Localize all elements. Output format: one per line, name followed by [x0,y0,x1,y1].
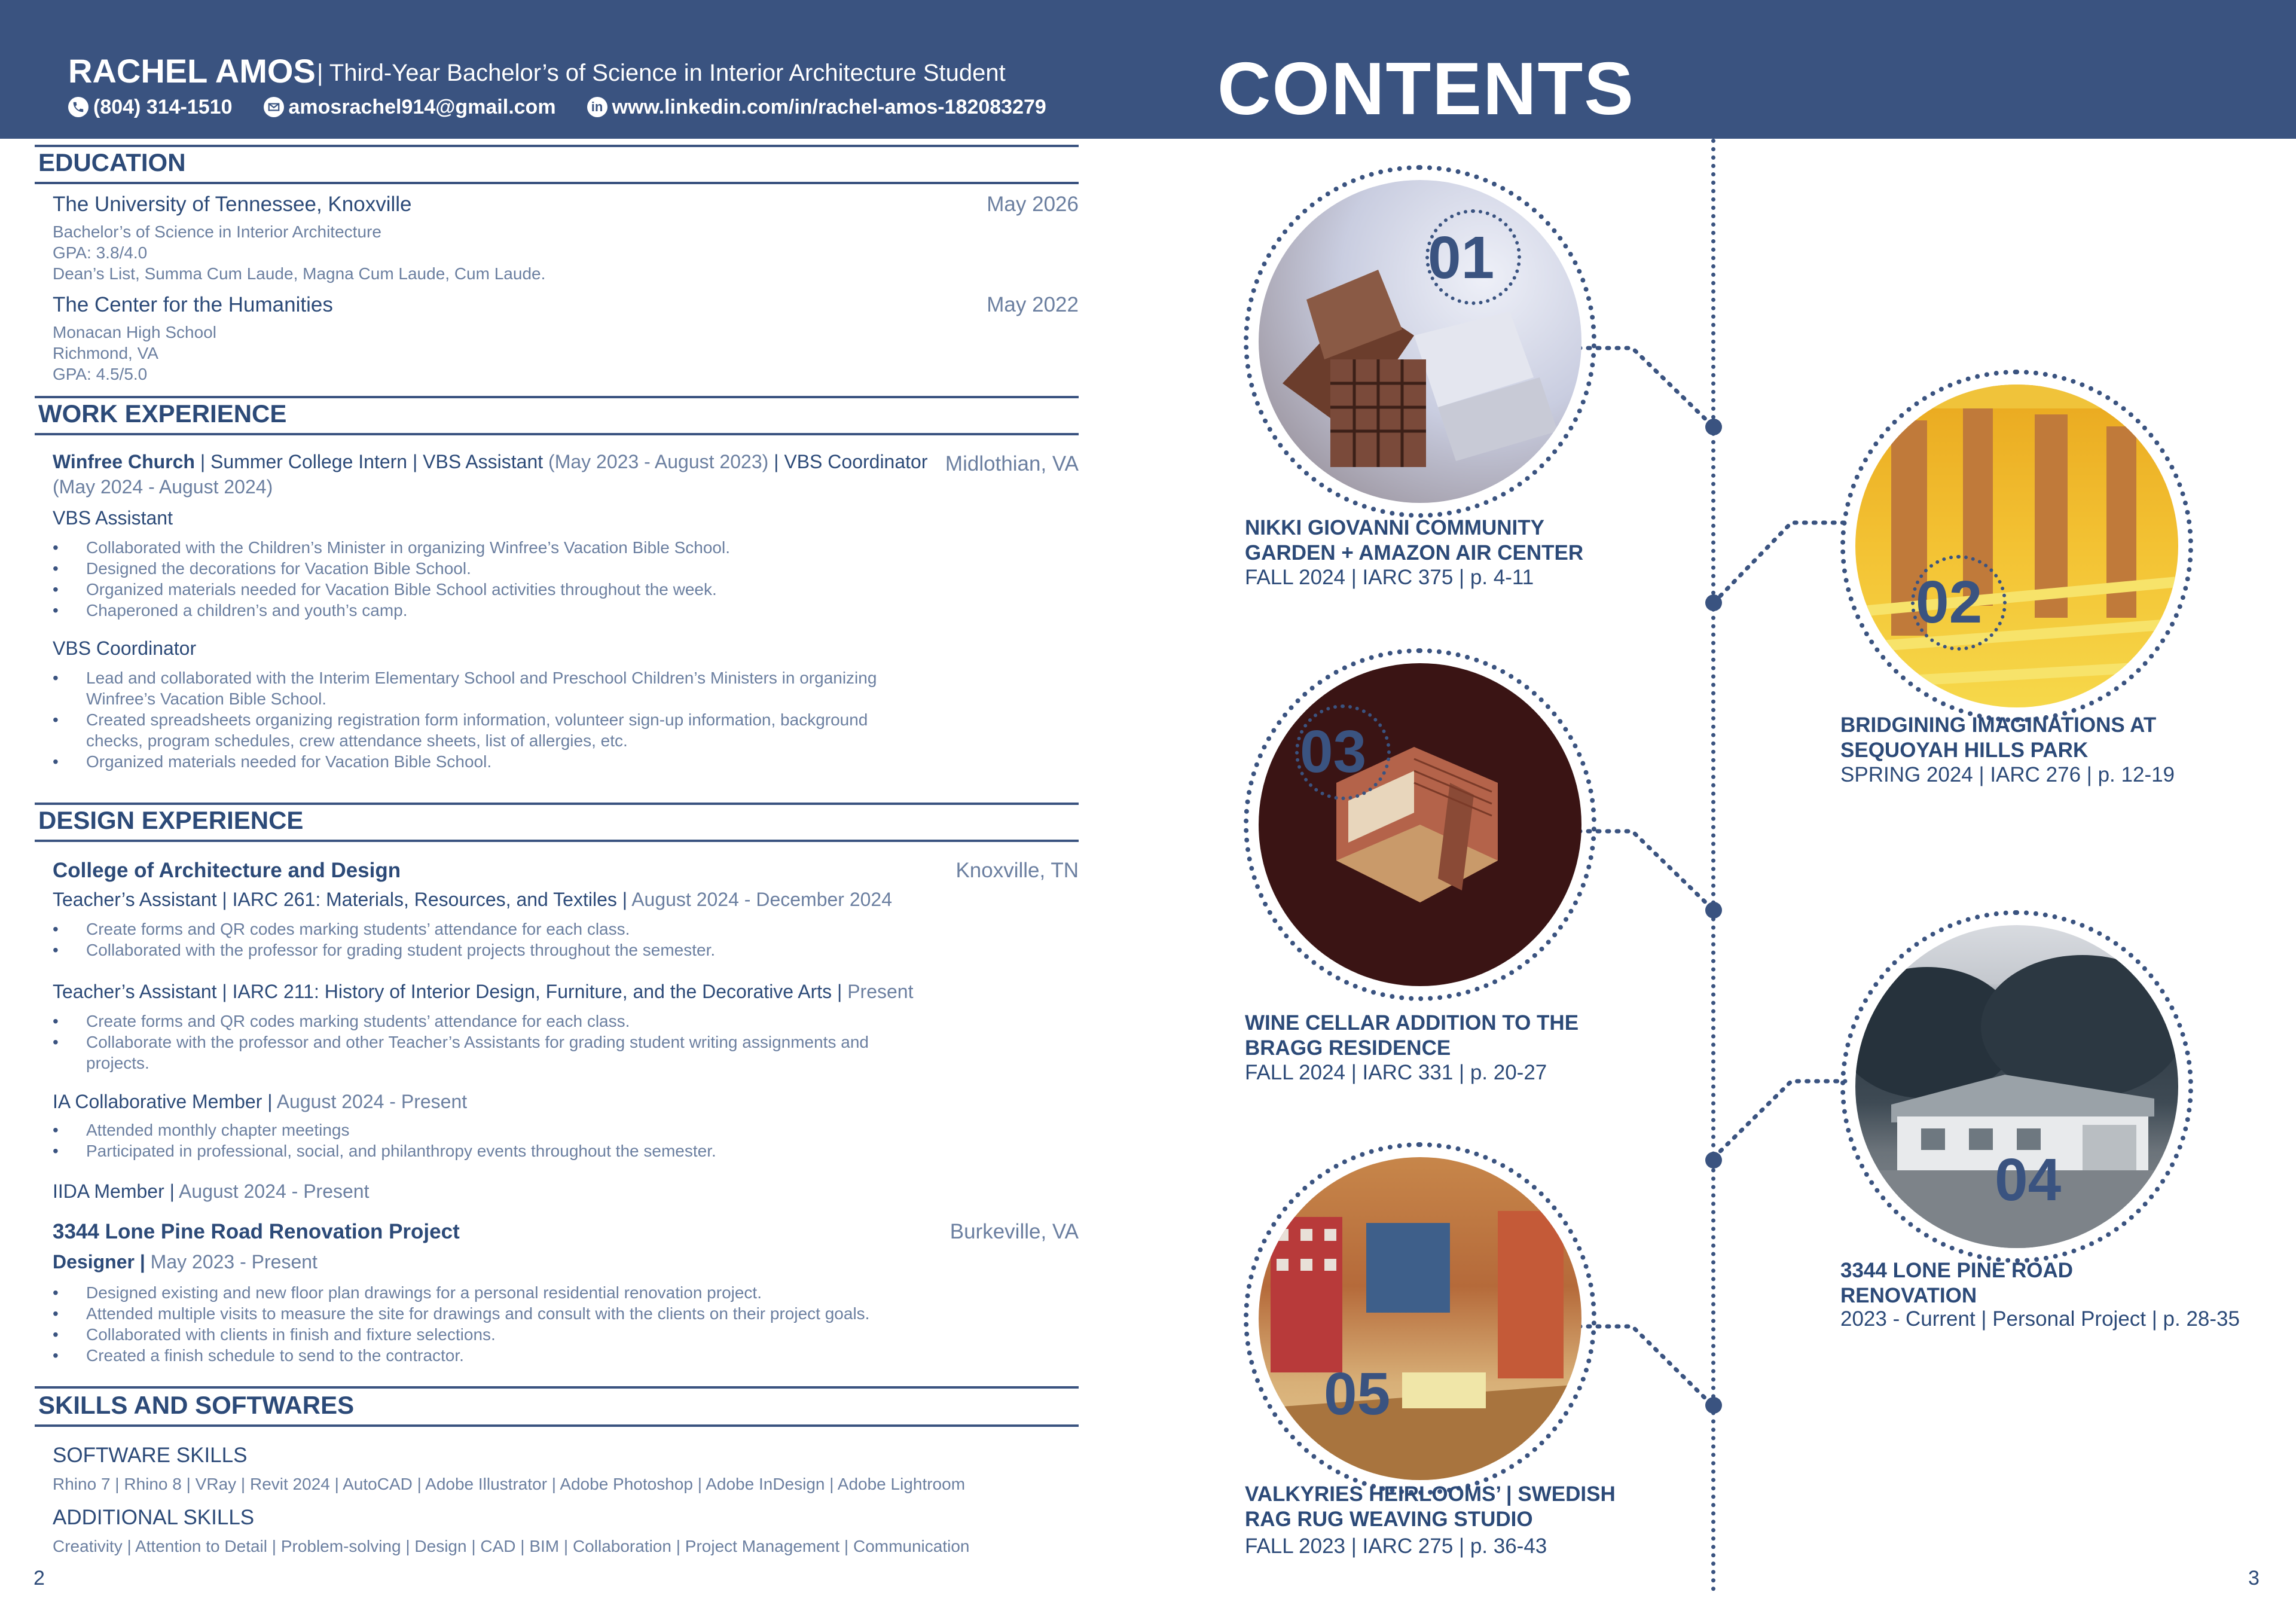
project-title: RAG RUG WEAVING STUDIO [1245,1508,1533,1531]
work-subheading: VBS Assistant [53,507,173,529]
education-line: Dean’s List, Summa Cum Laude, Magna Cum Laude, Cum Laude. [53,264,546,283]
project-title: BRAGG RESIDENCE [1245,1036,1451,1060]
project-title: RENOVATION [1840,1284,1977,1307]
timeline-connector [1578,335,1722,437]
skills-subheading: ADDITIONAL SKILLS [53,1506,255,1529]
bullet-list [53,1282,869,1366]
list-item: • Created spreadsheets organizing registration form information, volunteer sign-up information, background checks, program schedules, crew attendance sheets, list of allergies, etc. [53,709,877,751]
list-item: • Collaborated with the Children’s Minister in organizing Winfree’s Vacation Bible School. [53,537,730,558]
list-item: • Chaperoned a children’s and youth’s camp. [53,600,730,621]
design-role: Teacher’s Assistant | IARC 211: History of Interior Design, Furniture, and the Decorative Arts | Present [53,981,914,1002]
project-image [1259,180,1581,503]
design-title: DESIGN EXPERIENCE [38,806,304,834]
bullet-list [53,919,715,960]
project-number: 02 [1916,569,1983,636]
timeline-connector [1578,819,1722,921]
contact-linkedin [587,96,1046,119]
section-rule [35,1386,1079,1389]
skills-subheading: SOFTWARE SKILLS [53,1444,248,1467]
project-title: VALKYRIES HEIRLOOMS’ | SWEDISH [1245,1482,1616,1506]
contact-phone [68,96,233,119]
education-line: Monacan High School [53,323,216,341]
work-role: | VBS Coordinator [768,451,928,472]
section-rule [35,803,1079,805]
project-role: Designer | May 2023 - Present [53,1251,317,1273]
list-item: • Collaborated with clients in finish and fixture selections. [53,1324,869,1345]
list-item: • Collaborate with the professor and other Teacher’s Assistants for grading student writing assignments and projects. [53,1032,869,1073]
project-circle-03[interactable] [1244,648,1596,1001]
education-school: The Center for the Humanities [53,293,333,316]
list-item: • Participated in professional, social, and philanthropy events throughout the semester. [53,1140,716,1161]
project-meta: SPRING 2024 | IARC 276 | p. 12-19 [1840,763,2175,786]
project-title: BRIDGINING IMAGINATIONS AT [1840,713,2157,737]
skills-list: Rhino 7 | Rhino 8 | VRay | Revit 2024 | AutoCAD | Adobe Illustrator | Adobe Photoshop | Adobe InDesign | Adobe Lightroom [53,1475,966,1493]
list-item: • Create forms and QR codes marking students’ attendance for each class. [53,919,715,939]
design-org: College of Architecture and Design [53,859,401,882]
list-item: • Attended multiple visits to measure the site for drawings and consult with the clients on their project goals. [53,1303,869,1324]
timeline-connector [1704,1070,1854,1166]
skills-list: Creativity | Attention to Detail | Problem-solving | Design | CAD | BIM | Collaboration | Project Management | Communication [53,1537,970,1555]
email-address[interactable]: amosrachel914@gmail.com [288,95,556,118]
project-meta: FALL 2024 | IARC 375 | p. 4-11 [1245,566,1534,589]
page-header [0,0,2296,139]
linkedin-icon: in [587,97,607,117]
list-item: • Collaborated with the professor for grading student projects throughout the semester. [53,939,715,960]
page-number-left: 2 [33,1567,45,1590]
contact-email [264,96,556,119]
section-rule [35,396,1079,398]
timeline-connector [1704,514,1854,610]
project-title: SEQUOYAH HILLS PARK [1840,739,2089,762]
work-subheading: VBS Coordinator [53,637,197,659]
list-item: • Created a finish schedule to send to the contractor. [53,1345,869,1366]
work-heading [53,451,927,473]
work-role: | Summer College Intern | VBS Assistant [194,451,549,472]
project-image [1855,385,2178,707]
project-circle-02[interactable] [1840,370,2193,722]
bullet-list [53,667,877,772]
project-circle-05[interactable] [1244,1142,1596,1495]
section-rule [35,433,1079,435]
bullet-list [53,537,730,621]
education-title: EDUCATION [38,148,186,176]
section-rule [35,145,1079,147]
design-role: Teacher’s Assistant | IARC 261: Materials, Resources, and Textiles | August 2024 - December 2024 [53,889,893,910]
project-number: 04 [1995,1146,2062,1213]
work-title: WORK EXPERIENCE [38,399,287,428]
design-role: IA Collaborative Member | August 2024 - Present [53,1091,468,1112]
education-school: The University of Tennessee, Knoxville [53,193,412,216]
work-dates: (May 2024 - August 2024) [53,476,273,498]
list-item: • Organized materials needed for Vacation Bible School. [53,751,877,772]
project-meta: FALL 2023 | IARC 275 | p. 36-43 [1245,1534,1547,1558]
education-line: Richmond, VA [53,344,158,362]
project-location: Burkeville, VA [949,1220,1079,1243]
list-item: • Organized materials needed for Vacation Bible School activities throughout the week. [53,579,730,600]
design-role: IIDA Member | August 2024 - Present [53,1180,370,1202]
education-date: May 2022 [987,293,1079,316]
list-item: • Designed existing and new floor plan drawings for a personal residential renovation project. [53,1282,869,1303]
section-rule [35,1424,1079,1427]
project-number: 01 [1428,224,1495,291]
resume-name: RACHEL AMOS [68,52,316,90]
bullet-list [53,1119,716,1161]
list-item: • Attended monthly chapter meetings [53,1119,716,1140]
education-line: GPA: 4.5/5.0 [53,365,148,383]
mail-icon [264,97,284,117]
list-item: • Designed the decorations for Vacation Bible School. [53,558,730,579]
project-meta: 2023 - Current | Personal Project | p. 28-35 [1840,1307,2240,1331]
list-item: • Lead and collaborated with the Interim Elementary School and Preschool Children’s Ministers in organizing Winfree’s Vacation Bible School. [53,667,877,709]
work-location: Midlothian, VA [945,452,1079,475]
project-image [1259,1157,1581,1480]
skills-title: SKILLS AND SOFTWARES [38,1391,355,1419]
work-org: Winfree Church [53,451,195,472]
contents-title: CONTENTS [1217,48,1635,130]
design-location: Knoxville, TN [955,859,1079,882]
project-meta: FALL 2024 | IARC 331 | p. 20-27 [1245,1061,1547,1084]
work-dates: (May 2023 - August 2023) [548,451,769,472]
project-circle-04[interactable] [1840,910,2193,1263]
education-line: Bachelor’s of Science in Interior Architecture [53,222,381,241]
project-title: 3344 LONE PINE ROAD [1840,1259,2073,1282]
project-title: GARDEN + AMAZON AIR CENTER [1245,541,1584,565]
phone-icon [68,97,88,117]
bullet-list [53,1011,869,1073]
contact-bar [68,93,1077,121]
project-title: NIKKI GIOVANNI COMMUNITY [1245,516,1545,539]
project-number: 05 [1324,1360,1391,1427]
list-item: • Create forms and QR codes marking students’ attendance for each class. [53,1011,869,1032]
education-line: GPA: 3.8/4.0 [53,243,148,262]
linkedin-url[interactable]: www.linkedin.com/in/rachel-amos-182083279 [612,95,1046,118]
project-number: 03 [1300,718,1367,785]
page-number-right: 3 [2248,1567,2260,1590]
resume-subtitle: | Third-Year Bachelor’s of Science in Interior Architecture Student [317,60,1006,86]
section-rule [35,182,1079,184]
education-date: May 2026 [987,193,1079,216]
project-title: 3344 Lone Pine Road Renovation Project [53,1220,460,1243]
project-circle-01[interactable] [1244,165,1596,518]
section-rule [35,840,1079,842]
project-title: WINE CELLAR ADDITION TO THE [1245,1011,1579,1035]
phone-number[interactable]: (804) 314-1510 [93,95,233,118]
project-image [1259,663,1581,986]
timeline-connector [1578,1316,1722,1417]
